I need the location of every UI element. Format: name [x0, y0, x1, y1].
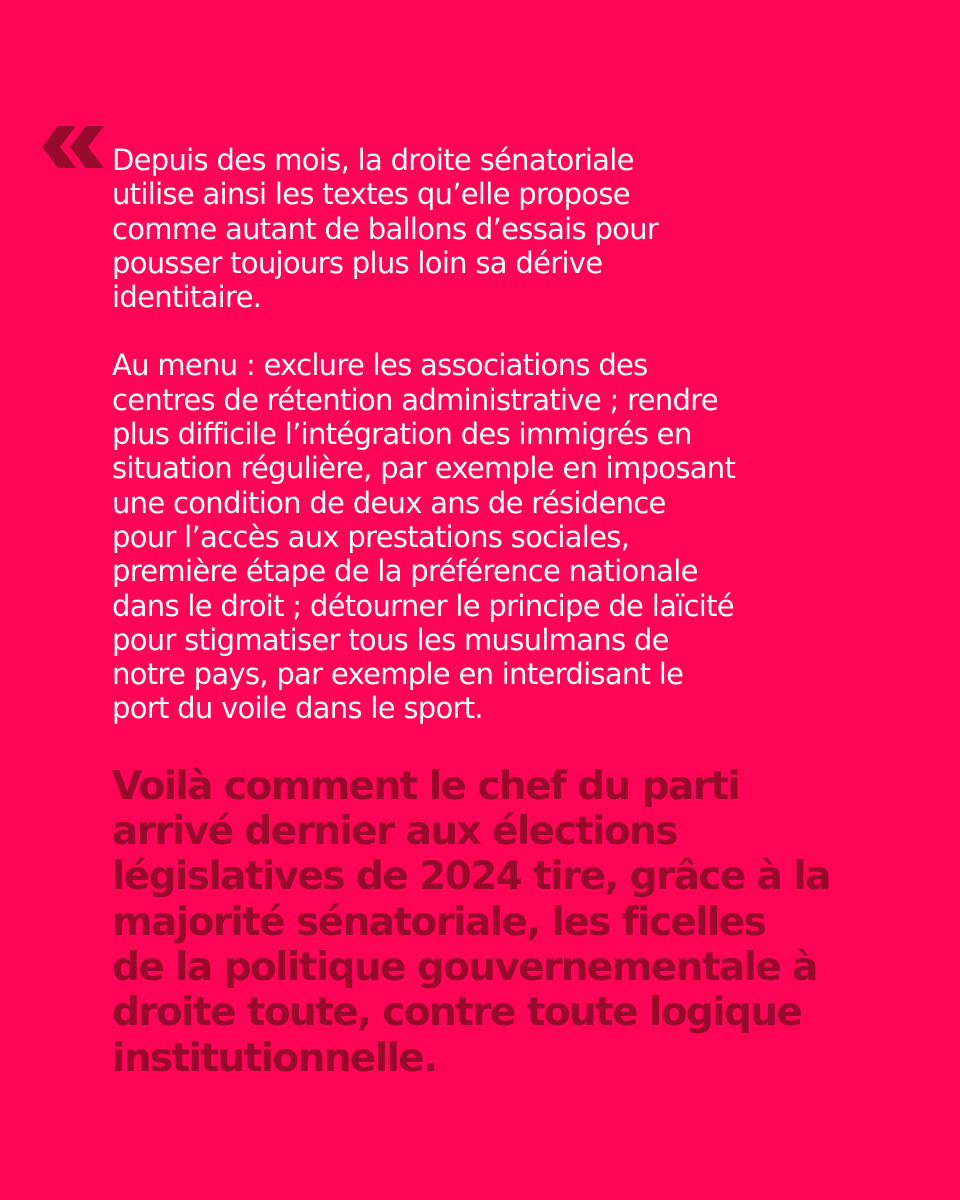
quote-text	[112, 143, 924, 1081]
open-guillemet-icon	[42, 122, 106, 172]
quote-paragraph-2: Au menu : exclure les associations des centres de rétention administrative ; rendre plus difficile l’intégration des immigrés en situation régulière, par exemple en imposant une condition de deux ans de résidence pour l’accès aux prestations sociales, première étape de la préférence nationale dans le droit ; détourner le principe de laïcité pour stigmatiser tous les musulmans de notre pays, par exemple en interdisant le port du voile dans le sport.	[112, 348, 736, 726]
quote-paragraph-1: Depuis des mois, la droite sénatoriale utilise ainsi les textes qu’elle propose comme autant de ballons d’essais pour pousser toujours plus loin sa dérive identitaire.	[112, 143, 659, 315]
quote-conclusion: Voilà comment le chef du parti arrivé dernier aux élections législatives de 2024 tire, grâce à la majorité sénatoriale, les ficelles de la politique gouvernementale à droite toute, contre toute logique institutionnelle.	[112, 763, 830, 1081]
